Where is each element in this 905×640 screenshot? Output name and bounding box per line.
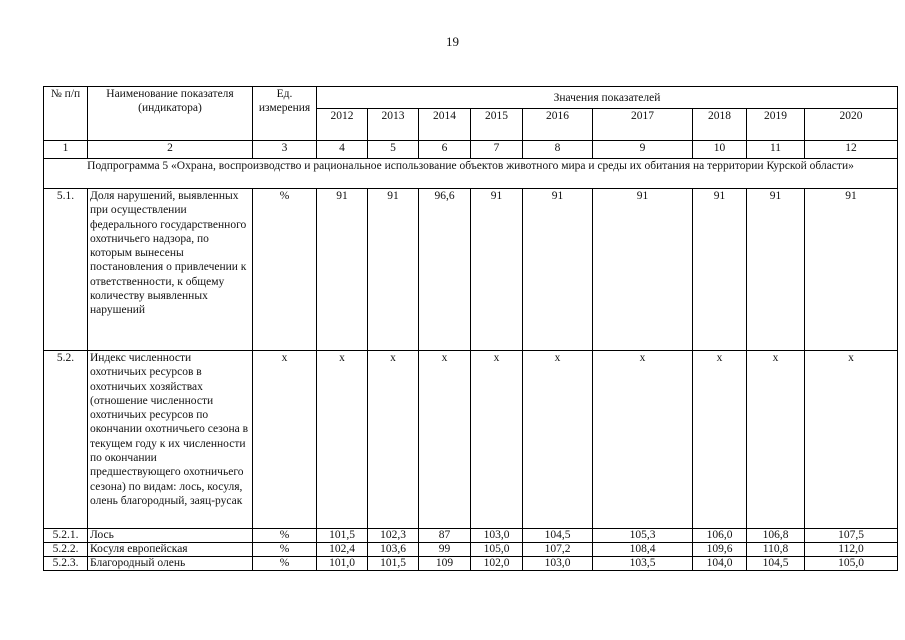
value-cell: 103,0 <box>523 557 593 571</box>
column-number: 2 <box>88 141 253 159</box>
value-cell: 104,5 <box>747 557 805 571</box>
value-cell: 91 <box>593 189 693 351</box>
indicator-name: Косуля европейская <box>88 543 253 557</box>
value-cell: 102,3 <box>368 529 419 543</box>
header-values: Значения показателей <box>317 87 898 109</box>
value-cell: 106,8 <box>747 529 805 543</box>
header-no: № п/п <box>44 87 88 141</box>
value-cell: 104,5 <box>523 529 593 543</box>
value-cell: 105,0 <box>471 543 523 557</box>
table-row <box>44 557 898 571</box>
value-cell: 105,3 <box>593 529 693 543</box>
value-cell: 96,6 <box>419 189 471 351</box>
value-cell: 102,4 <box>317 543 368 557</box>
row-number: 5.1. <box>44 189 88 351</box>
subprogram-title: Подпрограмма 5 «Охрана, воспроизводство и рациональное использование объектов животного мира и среды их обитания на территории Курской области» <box>44 159 898 189</box>
header-unit: Ед. измерения <box>253 87 317 141</box>
value-cell: 107,5 <box>805 529 898 543</box>
value-cell: х <box>317 351 368 529</box>
year-cell: 2019 <box>747 109 805 141</box>
value-cell: 99 <box>419 543 471 557</box>
indicators-table <box>43 86 898 571</box>
year-cell: 2018 <box>693 109 747 141</box>
value-cell: 103,0 <box>471 529 523 543</box>
unit-cell: % <box>253 543 317 557</box>
indicator-name: Благородный олень <box>88 557 253 571</box>
value-cell: 105,0 <box>805 557 898 571</box>
header-name: Наименование показателя (индикатора) <box>88 87 253 141</box>
value-cell: 101,5 <box>317 529 368 543</box>
table-row <box>44 543 898 557</box>
value-cell: 103,5 <box>593 557 693 571</box>
value-cell: 91 <box>317 189 368 351</box>
unit-cell: % <box>253 529 317 543</box>
value-cell: 104,0 <box>693 557 747 571</box>
table-row <box>44 189 898 351</box>
value-cell: х <box>593 351 693 529</box>
year-cell: 2016 <box>523 109 593 141</box>
indicator-name: Доля нарушений, выявленных при осуществлении федерального государственного охотничьего надзора, по которым вынесены постановления о привлечении к ответственности, к общему количеству выявленных нарушений <box>88 189 253 351</box>
year-cell: 2017 <box>593 109 693 141</box>
unit-cell: % <box>253 557 317 571</box>
table-row <box>44 529 898 543</box>
value-cell: 112,0 <box>805 543 898 557</box>
column-number: 11 <box>747 141 805 159</box>
value-cell: 106,0 <box>693 529 747 543</box>
column-number: 12 <box>805 141 898 159</box>
value-cell: 108,4 <box>593 543 693 557</box>
value-cell: х <box>523 351 593 529</box>
value-cell: 103,6 <box>368 543 419 557</box>
year-cell: 2015 <box>471 109 523 141</box>
row-number: 5.2.1. <box>44 529 88 543</box>
value-cell: 107,2 <box>523 543 593 557</box>
value-cell: х <box>693 351 747 529</box>
year-cell: 2020 <box>805 109 898 141</box>
year-cell: 2014 <box>419 109 471 141</box>
value-cell: 110,8 <box>747 543 805 557</box>
value-cell: 101,0 <box>317 557 368 571</box>
year-cell: 2012 <box>317 109 368 141</box>
value-cell: 91 <box>368 189 419 351</box>
value-cell: х <box>368 351 419 529</box>
value-cell: х <box>471 351 523 529</box>
column-number: 8 <box>523 141 593 159</box>
column-number: 7 <box>471 141 523 159</box>
value-cell: 91 <box>523 189 593 351</box>
value-cell: 91 <box>747 189 805 351</box>
column-number: 10 <box>693 141 747 159</box>
column-number: 9 <box>593 141 693 159</box>
value-cell: х <box>419 351 471 529</box>
row-number: 5.2.3. <box>44 557 88 571</box>
column-number: 1 <box>44 141 88 159</box>
page-number: 19 <box>446 34 459 49</box>
unit-cell: % <box>253 189 317 351</box>
value-cell: 109 <box>419 557 471 571</box>
column-numbers-row <box>44 141 898 159</box>
value-cell: х <box>805 351 898 529</box>
year-cell: 2013 <box>368 109 419 141</box>
value-cell: 87 <box>419 529 471 543</box>
column-number: 5 <box>368 141 419 159</box>
table-row <box>44 351 898 529</box>
column-number: 6 <box>419 141 471 159</box>
column-number: 3 <box>253 141 317 159</box>
value-cell: х <box>747 351 805 529</box>
unit-cell: х <box>253 351 317 529</box>
column-number: 4 <box>317 141 368 159</box>
value-cell: 102,0 <box>471 557 523 571</box>
value-cell: 91 <box>693 189 747 351</box>
indicator-name: Индекс численности охотничьих ресурсов в охотничьих хозяйствах (отношение численности охотничьих ресурсов по окончании охотничьего сезона в текущем году к их численности по окончании предшествующего охотничьего сезона) по видам: лось, косуля, олень благородный, заяц-русак <box>88 351 253 529</box>
row-number: 5.2.2. <box>44 543 88 557</box>
subprogram-row <box>44 159 898 189</box>
row-number: 5.2. <box>44 351 88 529</box>
value-cell: 91 <box>471 189 523 351</box>
indicator-name: Лось <box>88 529 253 543</box>
value-cell: 109,6 <box>693 543 747 557</box>
table-header-row <box>44 87 898 109</box>
value-cell: 101,5 <box>368 557 419 571</box>
value-cell: 91 <box>805 189 898 351</box>
